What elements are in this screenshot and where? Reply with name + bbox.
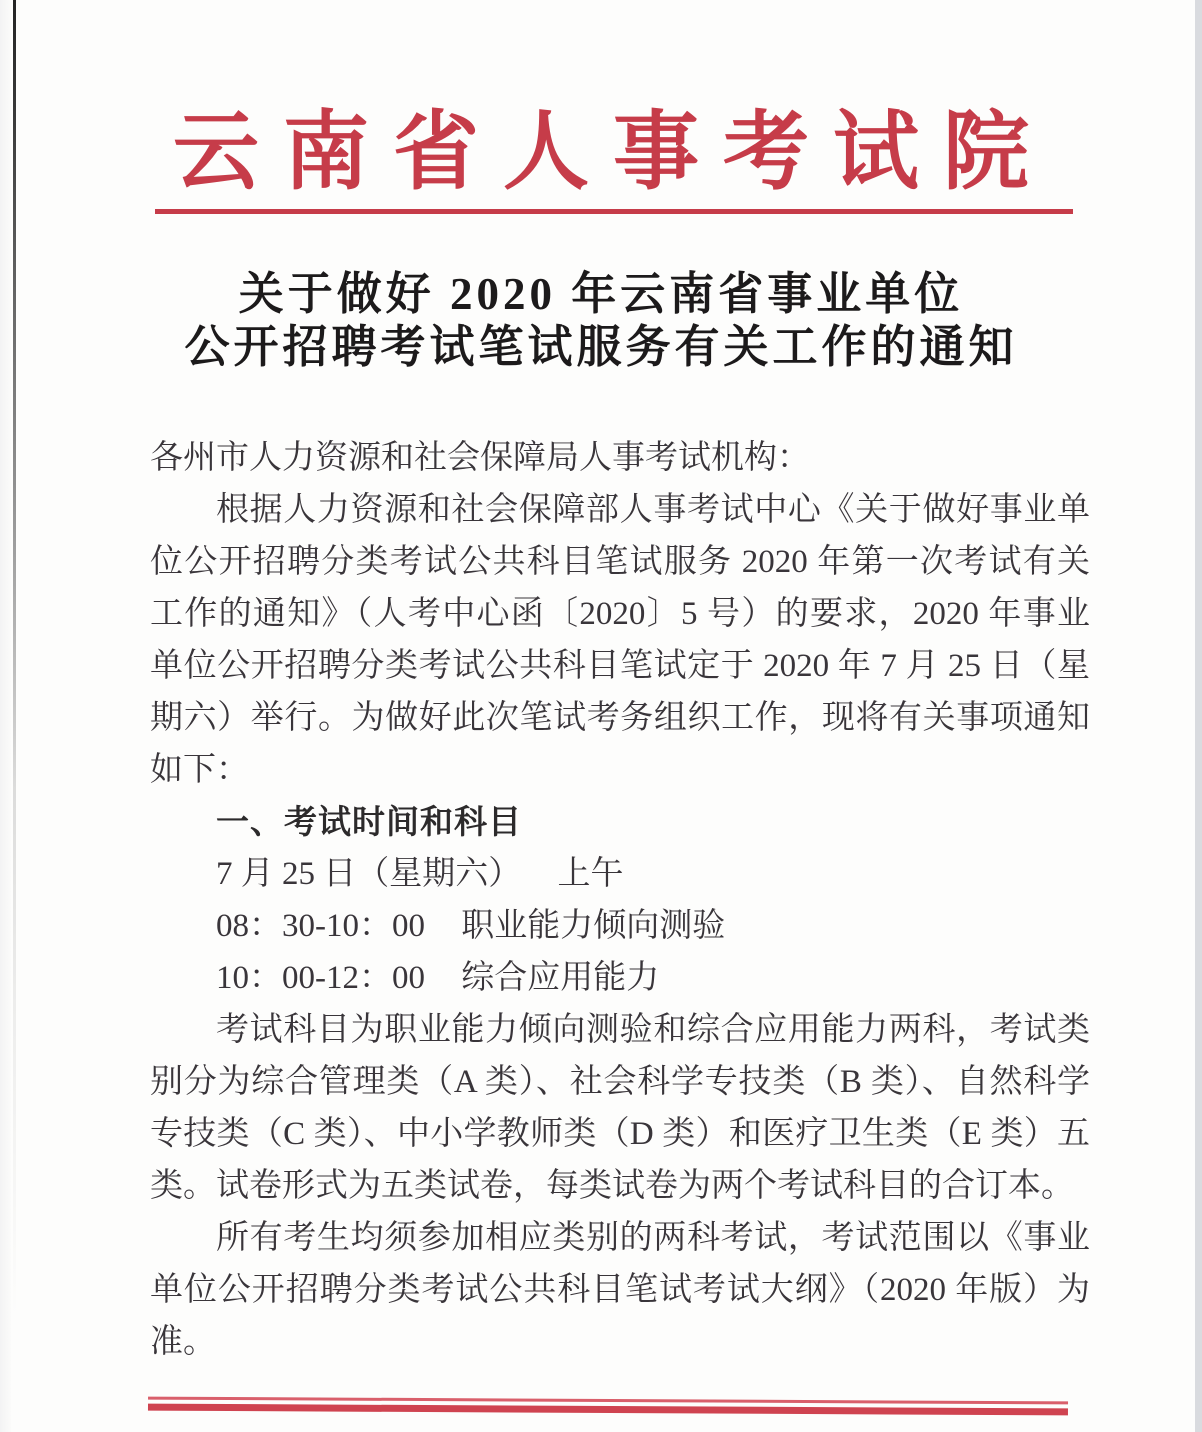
schedule-time-2: 10：00-12：00 [216,960,425,996]
document-body [150,432,1090,1368]
schedule-subject-1: 职业能力倾向测验 [461,908,726,944]
document-title-line2: 公开招聘考试笔试服务有关工作的通知 [184,322,1018,372]
scan-left-edge-band [0,0,11,1432]
schedule-row-date [150,848,1090,900]
schedule-session: 上午 [557,856,624,892]
scan-left-edge-line [13,0,16,1432]
schedule-row-morning2 [150,952,1090,1004]
section-one-heading: 一、考试时间和科目 [216,803,522,840]
intro-paragraph: 根据人力资源和社会保障部人事考试中心《关于做好事业单位公开招聘分类考试公共科目笔试服务 2020 年第一次考试有关工作的通知》（人考中心函〔2020〕5 号）的要求，2020 年事业单位公开招聘分类考试公共科目笔试定于 2020 年 7 月 25 日（星期六）举行。为做好此次笔试考务组织工作，现将有关事项通知如下： [150,492,1090,788]
letterhead-rule [155,209,1073,214]
schedule-date: 7 月 25 日（星期六） [216,856,522,892]
schedule-subject-2: 综合应用能力 [461,960,660,996]
salutation-line: 各州市人力资源和社会保障局人事考试机构： [150,440,810,476]
footer-double-rule [148,1397,1068,1416]
document-title [0,268,1202,374]
scope-paragraph: 所有考生均须参加相应类别的两科考试，考试范围以《事业单位公开招聘分类考试公共科目笔试考试大纲》（2020 年版）为准。 [150,1220,1090,1360]
subjects-paragraph: 考试科目为职业能力倾向测验和综合应用能力两科，考试类别分为综合管理类（A 类）、社会科学专技类（B 类）、自然科学专技类（C 类）、中小学教师类（D 类）和医疗卫生类（E 类）五类。试卷形式为五类试卷，每类试卷为两个考试科目的合订本。 [150,1012,1090,1204]
scan-right-edge-band [1195,0,1202,1432]
schedule-row-morning1 [150,900,1090,952]
schedule-time-1: 08：30-10：00 [216,908,425,944]
document-title-line1: 关于做好 2020 年云南省事业单位 [238,269,964,319]
letterhead-header [0,0,1202,214]
letterhead-org-name: 云南省人事考试院 [173,104,1053,200]
